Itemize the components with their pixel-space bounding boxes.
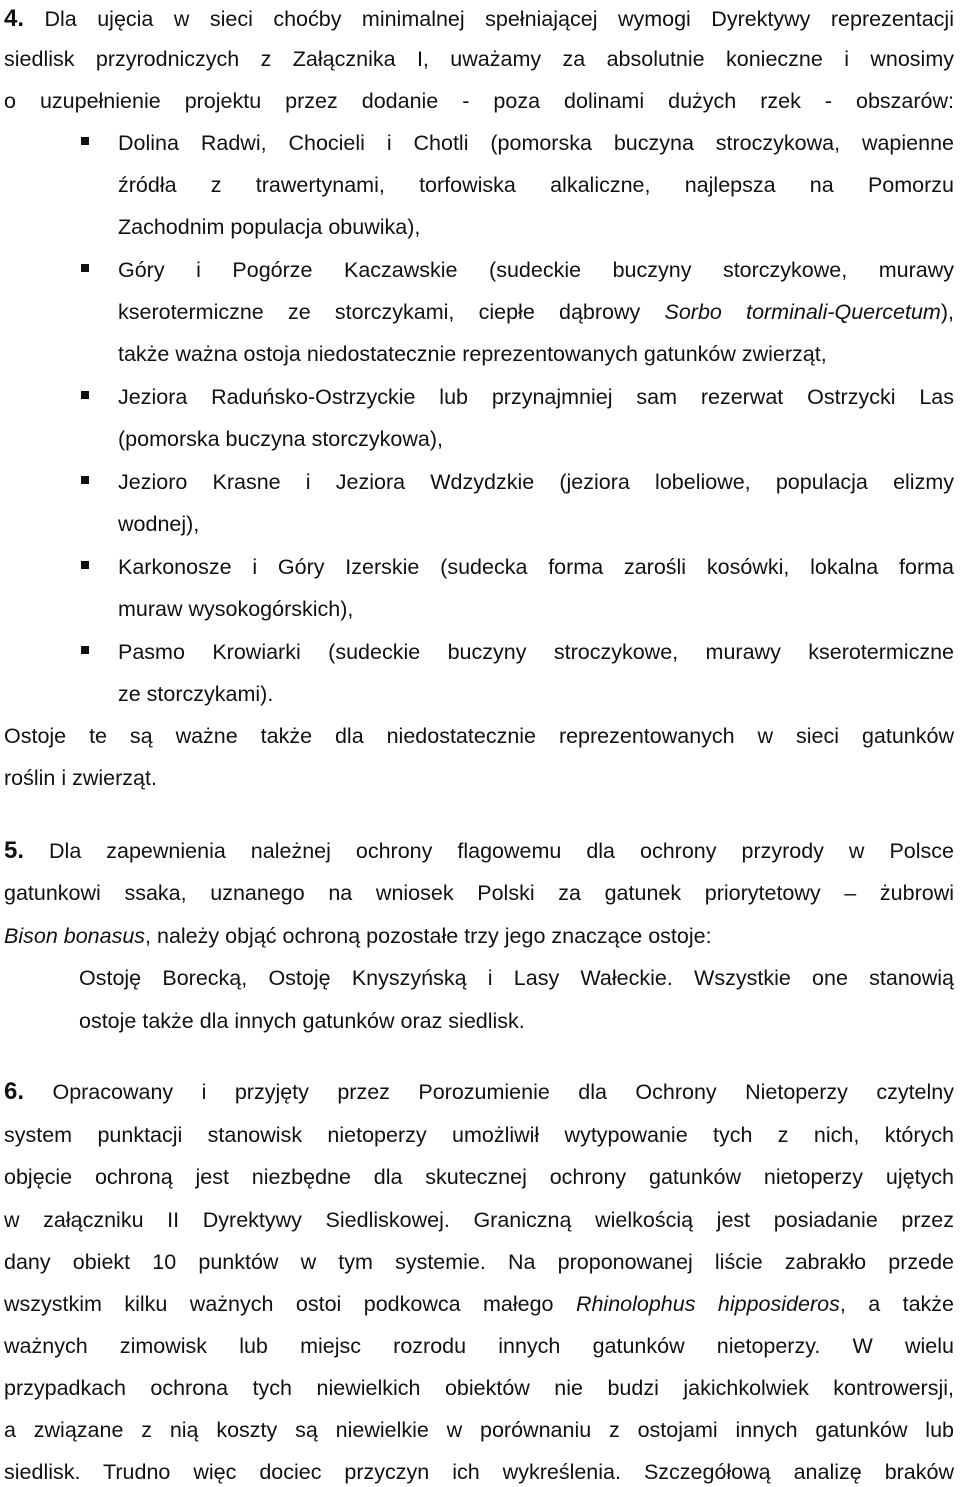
- section-5-line: Bison bonasus, należy objąć ochroną pozostałe trzy jego znaczące ostoje:: [4, 924, 712, 948]
- section-4-line: o uzupełnienie projektu przez dodanie - poza dolinami dużych rzek - obszarów:: [4, 89, 954, 113]
- bullet-line: Jeziora Raduńsko-Ostrzyckie lub przynajmniej sam rezerwat Ostrzycki Las: [118, 385, 954, 409]
- bullet-marker: [81, 264, 89, 272]
- bullet-line: źródła z trawertynami, torfowiska alkaliczne, najlepsza na Pomorzu: [118, 173, 954, 197]
- species-name: Bison bonasus: [4, 924, 146, 948]
- section-6-line: a związane z nią koszty są niewielkie w porównaniu z ostojami innych gatunków lub: [4, 1418, 954, 1442]
- species-name: Sorbo torminali-Quercetum: [664, 300, 941, 324]
- section-5-line: 5. Dla zapewnienia należnej ochrony flagowemu dla ochrony przyrody w Polsce: [4, 837, 954, 864]
- bullet-marker: [81, 646, 89, 654]
- section-6-line: objęcie ochroną jest niezbędne dla skutecznej ochrony gatunków nietoperzy ujętych: [4, 1165, 954, 1189]
- bullet-line: wodnej),: [118, 512, 200, 536]
- species-name: Rhinolophus hipposideros: [575, 1292, 840, 1316]
- bullet-line: muraw wysokogórskich),: [118, 597, 354, 621]
- section-6-line: system punktacji stanowisk nietoperzy umożliwił wytypowanie tych z nich, których: [4, 1123, 954, 1147]
- section-5-indented: Ostoję Borecką, Ostoję Knyszyńską i Lasy Wałeckie. Wszystkie one stanowią: [79, 966, 954, 990]
- bullet-line: Pasmo Krowiarki (sudeckie buczyny stroczykowe, murawy kserotermiczne: [118, 640, 954, 664]
- bullet-line: Zachodnim populacja obuwika),: [118, 215, 421, 239]
- section-6-line: przypadkach ochrona tych niewielkich obiektów nie budzi jakichkolwiek kontrowersji,: [4, 1376, 954, 1400]
- section-5-number: 5.: [4, 837, 25, 864]
- section-5-indented: ostoje także dla innych gatunków oraz siedlisk.: [79, 1009, 525, 1033]
- bullet-line: Dolina Radwi, Chocieli i Chotli (pomorska buczyna stroczykowa, wapienne: [118, 131, 954, 155]
- bullet-line: także ważna ostoja niedostatecznie reprezentowanych gatunków zwierząt,: [118, 342, 827, 366]
- bullet-marker: [81, 476, 89, 484]
- bullet-line: Góry i Pogórze Kaczawskie (sudeckie buczyny storczykowe, murawy: [118, 258, 954, 282]
- section-6-line: w załączniku II Dyrektywy Siedliskowej. Graniczną wielkością jest posiadanie przez: [4, 1208, 954, 1232]
- section-6-line: dany obiekt 10 punktów w tym systemie. Na proponowanej liście zabrakło przede: [4, 1250, 954, 1274]
- section-4-closing: Ostoje te są ważne także dla niedostatecznie reprezentowanych w sieci gatunków: [4, 724, 954, 748]
- bullet-line: (pomorska buczyna storczykowa),: [118, 427, 443, 451]
- bullet-line: kserotermiczne ze storczykami, ciepłe dąbrowy Sorbo torminali-Quercetum),: [118, 300, 954, 324]
- section-6-line: 6. Opracowany i przyjęty przez Porozumienie dla Ochrony Nietoperzy czytelny: [4, 1078, 954, 1105]
- section-6-number: 6.: [4, 1078, 25, 1105]
- bullet-line: Jezioro Krasne i Jeziora Wdzydzkie (jeziora lobeliowe, populacja elizmy: [118, 470, 954, 494]
- bullet-marker: [81, 391, 89, 399]
- section-4-line: 4. Dla ujęcia w sieci choćby minimalnej spełniającej wymogi Dyrektywy reprezentacji: [4, 5, 954, 32]
- section-4-number: 4.: [4, 5, 25, 32]
- bullet-marker: [81, 561, 89, 569]
- bullet-line: ze storczykami).: [118, 682, 274, 706]
- section-4-closing: roślin i zwierząt.: [4, 766, 157, 790]
- section-6-line: siedlisk. Trudno więc dociec przyczyn ich wykreślenia. Szczegółową analizę braków: [4, 1460, 954, 1484]
- bullet-marker: [81, 137, 89, 145]
- section-4-line: siedlisk przyrodniczych z Załącznika I, uważamy za absolutnie konieczne i wnosimy: [4, 47, 954, 71]
- section-5-line: gatunkowi ssaka, uznanego na wniosek Polski za gatunek priorytetowy – żubrowi: [4, 881, 954, 905]
- section-6-line: ważnych zimowisk lub miejsc rozrodu innych gatunków nietoperzy. W wielu: [4, 1334, 954, 1358]
- section-6-line: wszystkim kilku ważnych ostoi podkowca małego Rhinolophus hipposideros, a także: [4, 1292, 955, 1316]
- bullet-line: Karkonosze i Góry Izerskie (sudecka forma zarośli kosówki, lokalna forma: [118, 555, 954, 579]
